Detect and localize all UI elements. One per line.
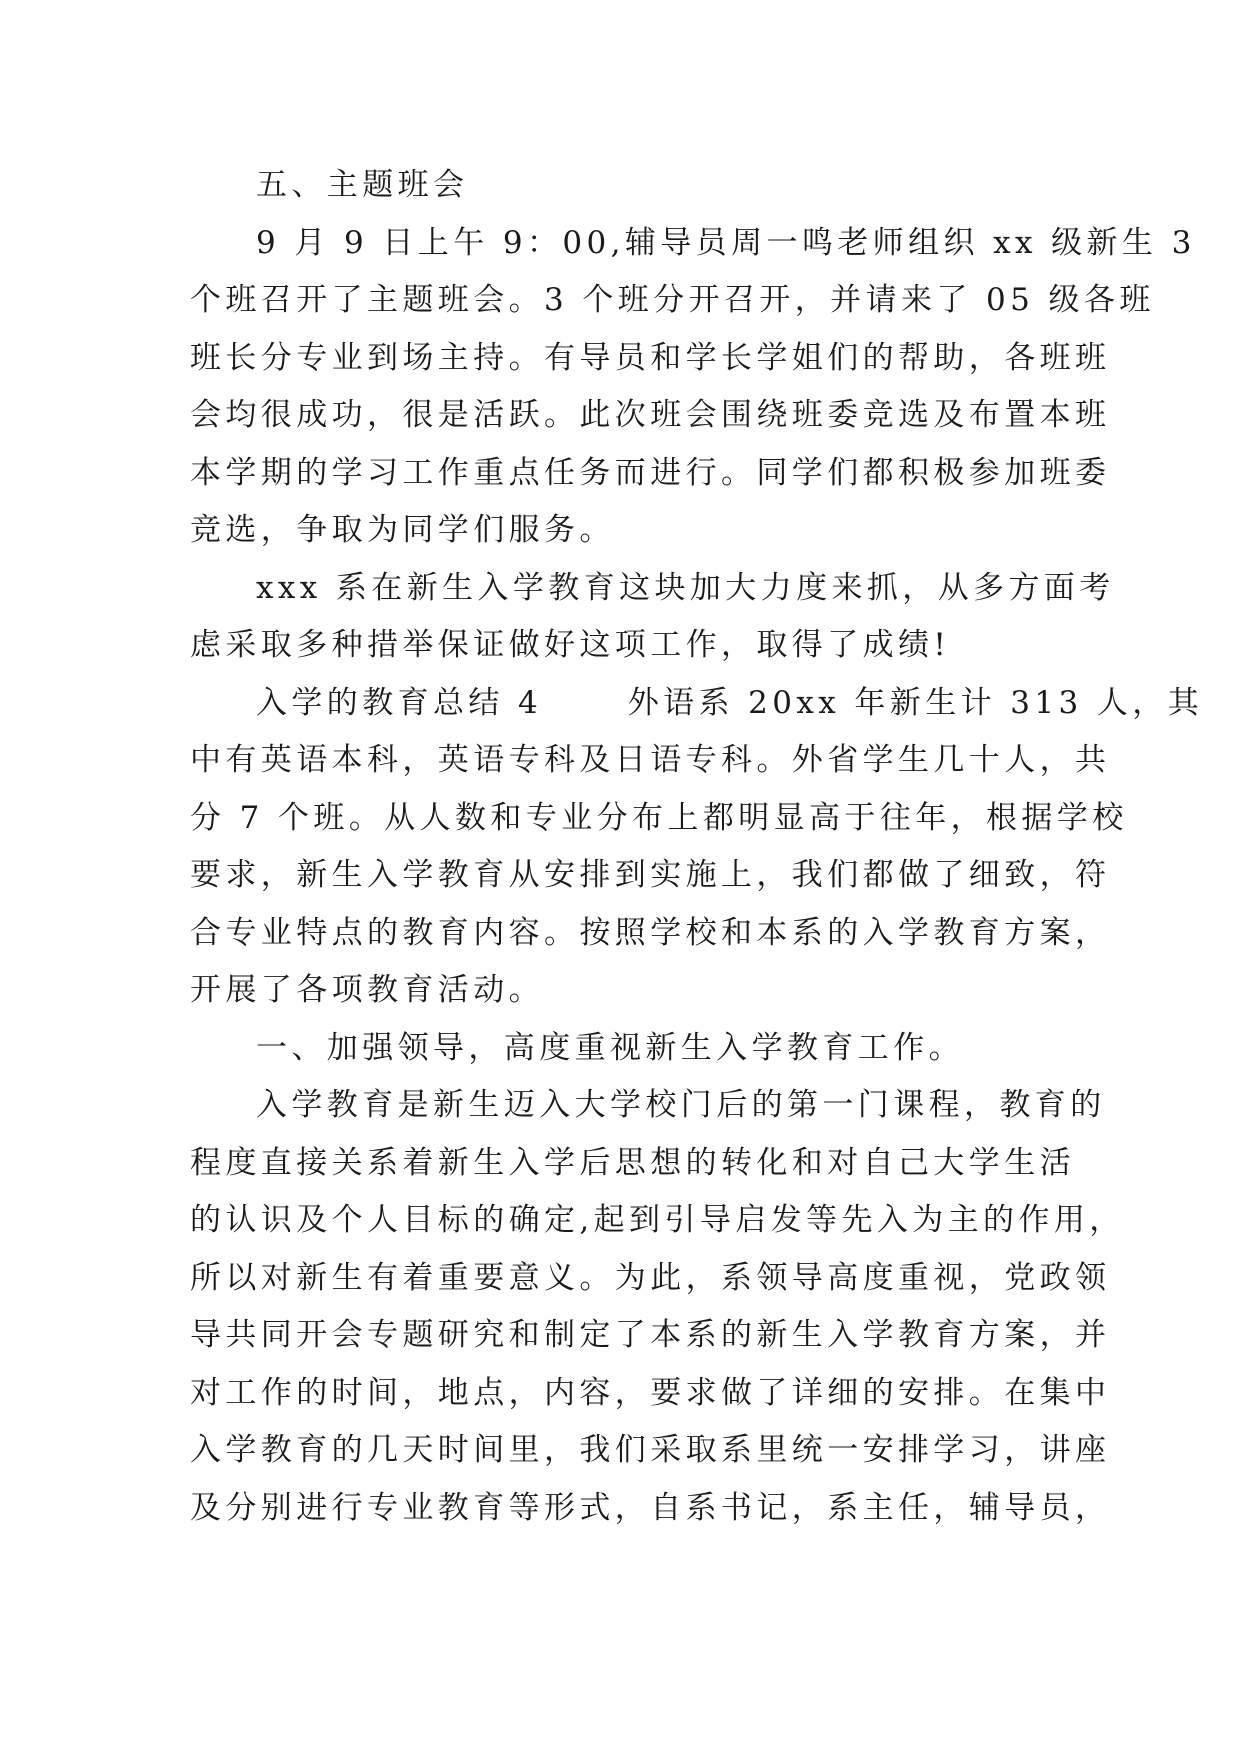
paragraph-line: 本学期的学习工作重点任务而进行。同学们都积极参加班委 <box>190 455 1111 491</box>
paragraph-line: 程度直接关系着新生入学后思想的转化和对自己大学生活 <box>190 1145 1075 1181</box>
paragraph-line: 所以对新生有着重要意义。为此，系领导高度重视，党政领 <box>190 1260 1111 1296</box>
paragraph-line: 竞选，争取为同学们服务。 <box>190 512 615 548</box>
paragraph-line: 中有英语本科，英语专科及日语专科。外省学生几十人，共 <box>190 742 1111 778</box>
paragraph-line: 入学教育是新生迈入大学校门后的第一门课程，教育的 <box>256 1087 1106 1123</box>
paragraph-line: 的认识及个人目标的确定,起到引导启发等先入为主的作用， <box>190 1202 1125 1238</box>
paragraph-line: 入学教育的几天时间里，我们采取系里统一安排学习，讲座 <box>190 1432 1111 1468</box>
paragraph-line: 导共同开会专题研究和制定了本系的新生入学教育方案，并 <box>190 1317 1111 1353</box>
paragraph-line: 分 7 个班。从人数和专业分布上都明显高于往年，根据学校 <box>190 800 1128 836</box>
paragraph-line: 及分别进行专业教育等形式，自系书记，系主任，辅导员， <box>190 1490 1111 1526</box>
paragraph-line: 会均很成功，很是活跃。此次班会围绕班委竞选及布置本班 <box>190 397 1111 433</box>
paragraph-line: 虑采取多种措举保证做好这项工作，取得了成绩! <box>190 627 951 663</box>
section-heading: 五、主题班会 <box>256 167 469 203</box>
paragraph-line: 合专业特点的教育内容。按照学校和本系的入学教育方案， <box>190 915 1111 951</box>
section-heading: 一、加强领导，高度重视新生入学教育工作。 <box>256 1030 964 1066</box>
paragraph-line: 个班召开了主题班会。3 个班分开召开，并请来了 05 级各班 <box>190 282 1155 318</box>
paragraph-line: 入学的教育总结 4 外语系 20xx 年新生计 313 人，其 <box>256 685 1204 721</box>
paragraph-line: 对工作的时间，地点，内容，要求做了详细的安排。在集中 <box>190 1375 1111 1411</box>
paragraph-line: 要求，新生入学教育从安排到实施上，我们都做了细致，符 <box>190 857 1111 893</box>
paragraph-line: xxx 系在新生入学教育这块加大力度来抓，从多方面考 <box>256 570 1115 606</box>
paragraph-line: 班长分专业到场主持。有导员和学长学姐们的帮助，各班班 <box>190 340 1111 376</box>
paragraph-line: 9 月 9 日上午 9：00,辅导员周一鸣老师组织 xx 级新生 3 <box>256 225 1196 261</box>
paragraph-line: 开展了各项教育活动。 <box>190 972 544 1008</box>
